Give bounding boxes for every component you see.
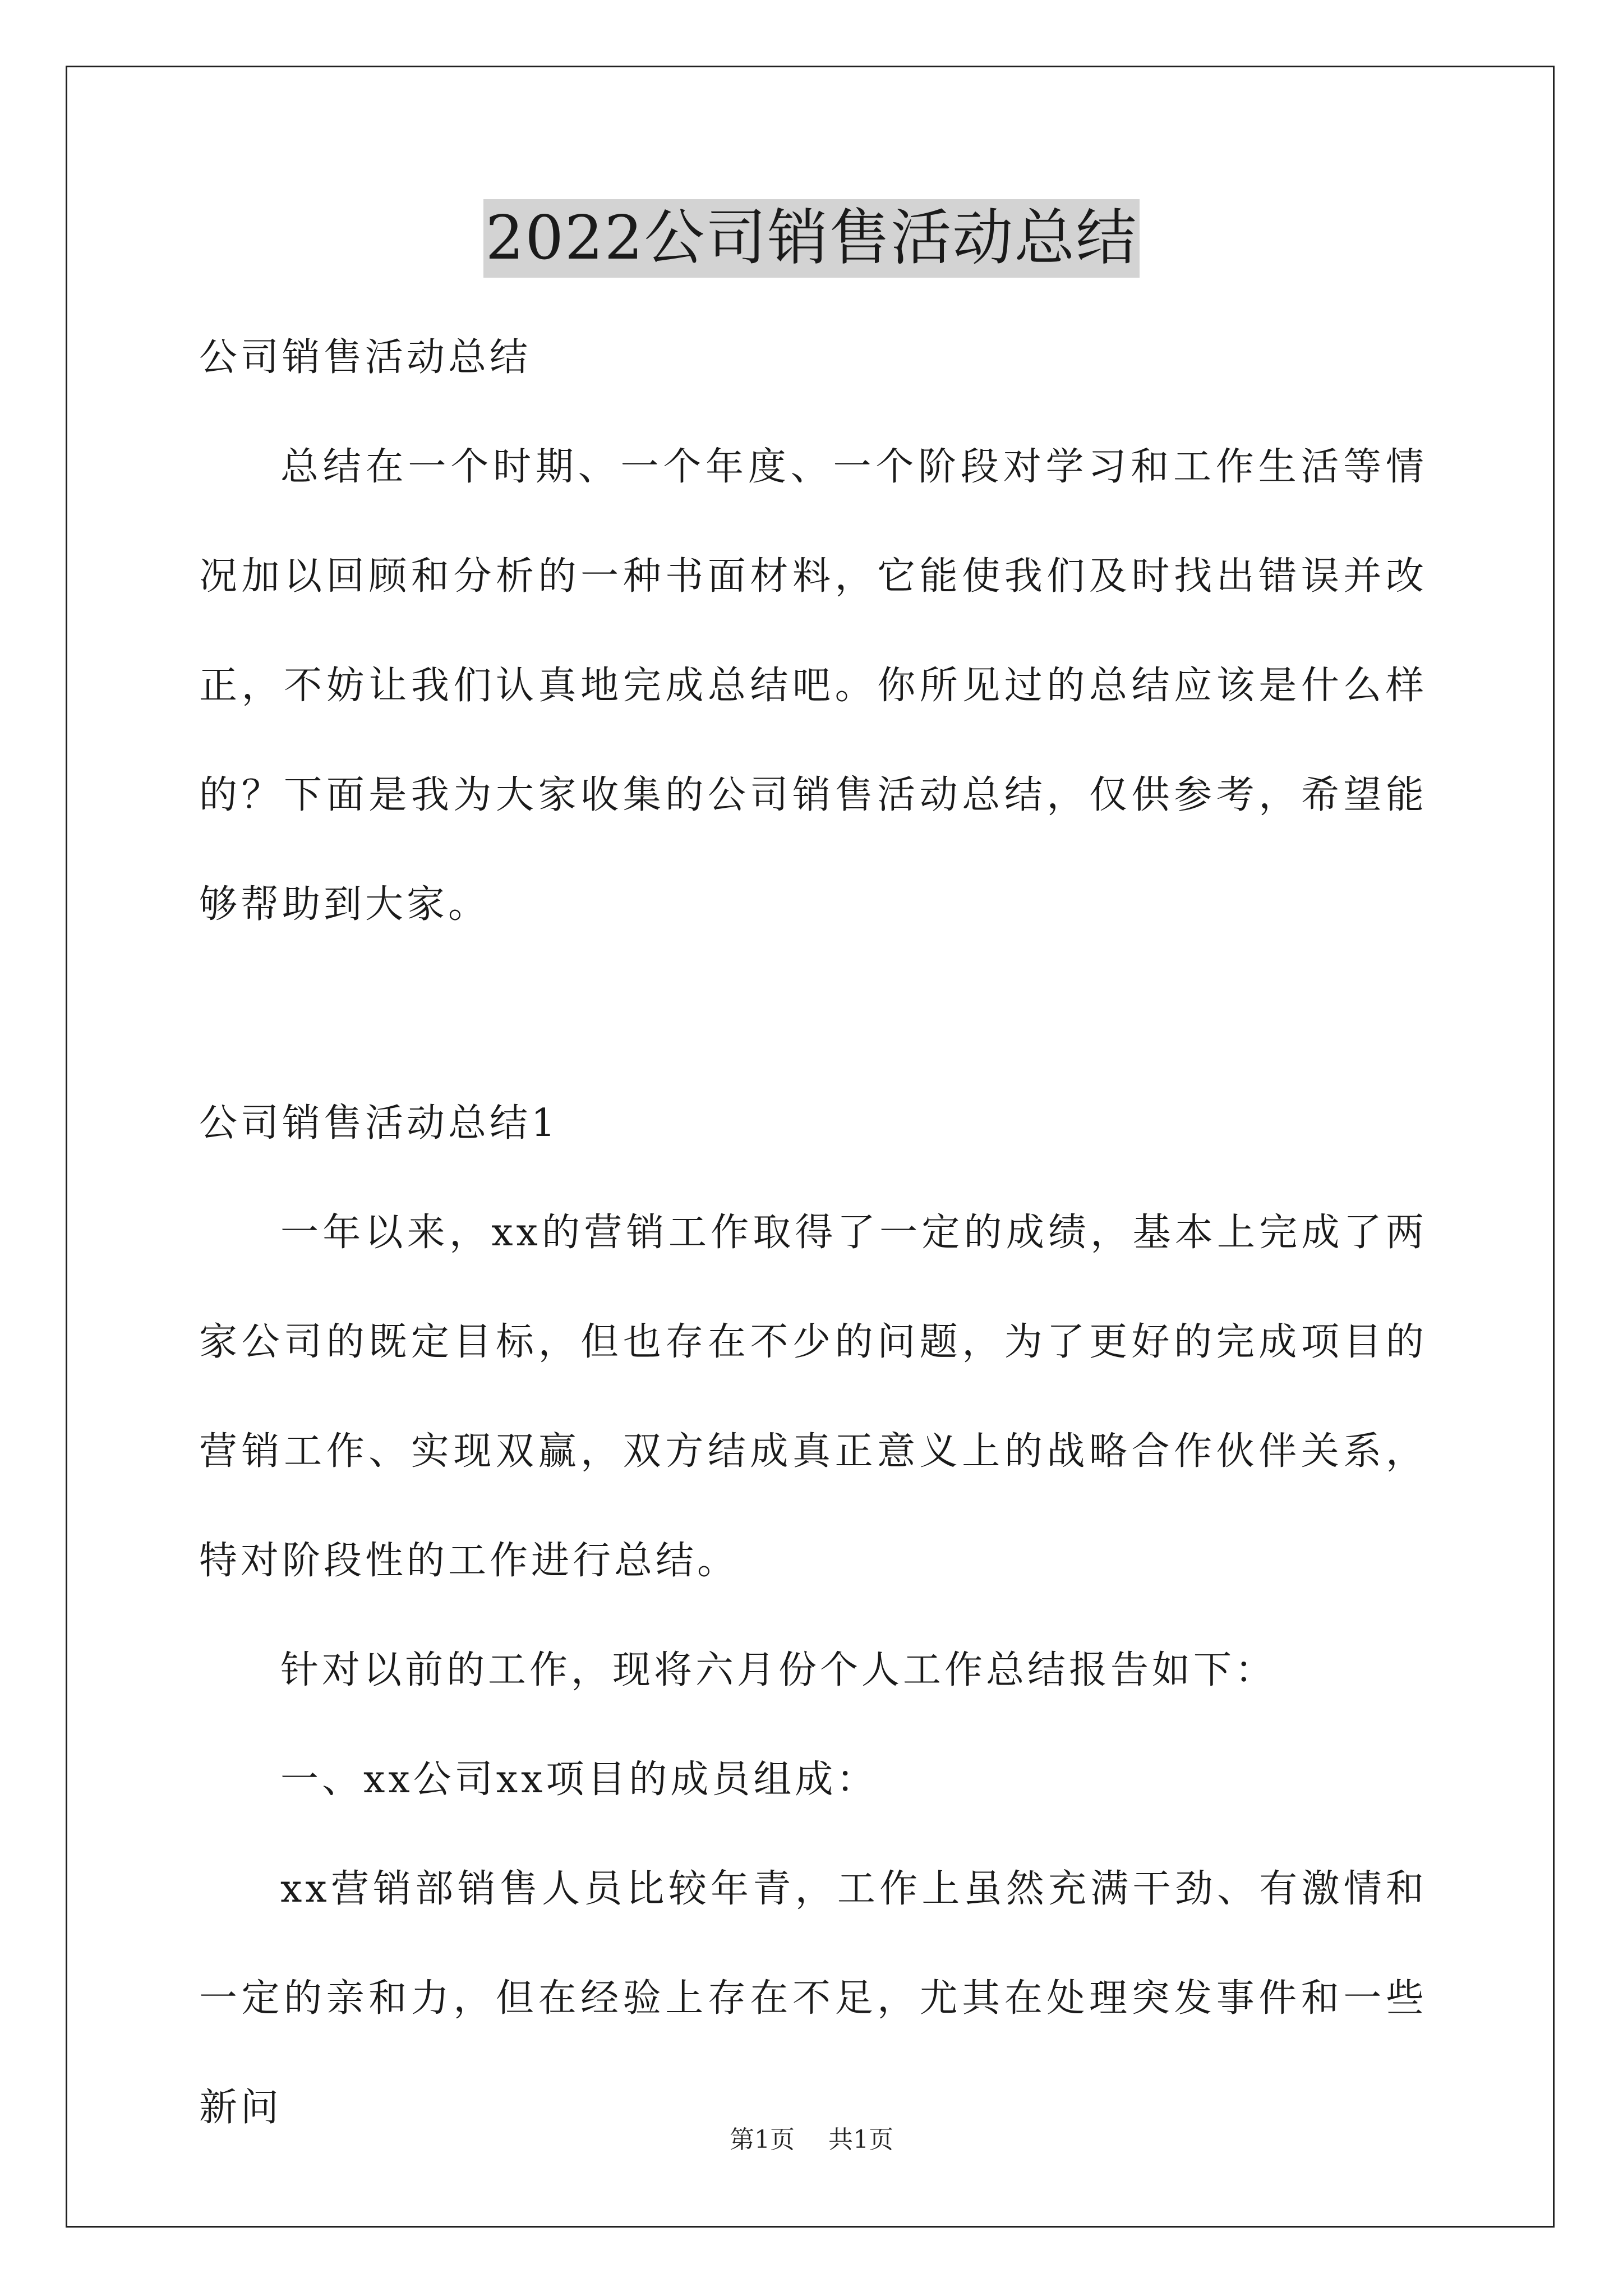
document-body bbox=[199, 303, 1427, 2162]
paragraph: 一年以来，xx的营销工作取得了一定的成绩，基本上完成了两家公司的既定目标，但也存在不少的问题，为了更好的完成项目的营销工作、实现双赢，双方结成真正意义上的战略合作伙伴关系，特对阶段性的工作进行总结。 bbox=[199, 1211, 1427, 1583]
paragraph: 一、xx公司xx项目的成员组成： bbox=[280, 1757, 878, 1802]
title-container bbox=[0, 199, 1623, 278]
paragraph: xx营销部销售人员比较年青，工作上虽然充满干劲、有激情和一定的亲和力，但在经验上存在不足，尤其在处理突发事件和一些新问 bbox=[199, 1867, 1427, 2130]
paragraph: 针对以前的工作，现将六月份个人工作总结报告如下： bbox=[280, 1648, 1277, 1692]
document-title: 2022公司销售活动总结 bbox=[483, 199, 1140, 278]
page-total: 共1页 bbox=[828, 2125, 893, 2154]
intro-paragraph: 总结在一个时期、一个年度、一个阶段对学习和工作生活等情况加以回顾和分析的一种书面材料，它能使我们及时找出错误并改正，不妨让我们认真地完成总结吧。你所见过的总结应该是什么样的？下面是我为大家收集的公司销售活动总结，仅供参考，希望能够帮助到大家。 bbox=[199, 445, 1427, 927]
section-gap bbox=[199, 959, 1427, 1069]
page-footer bbox=[0, 2123, 1623, 2157]
subtitle: 公司销售活动总结 bbox=[199, 335, 532, 380]
page-number: 第1页 bbox=[730, 2125, 795, 2154]
section-heading: 公司销售活动总结1 bbox=[199, 1101, 559, 1145]
